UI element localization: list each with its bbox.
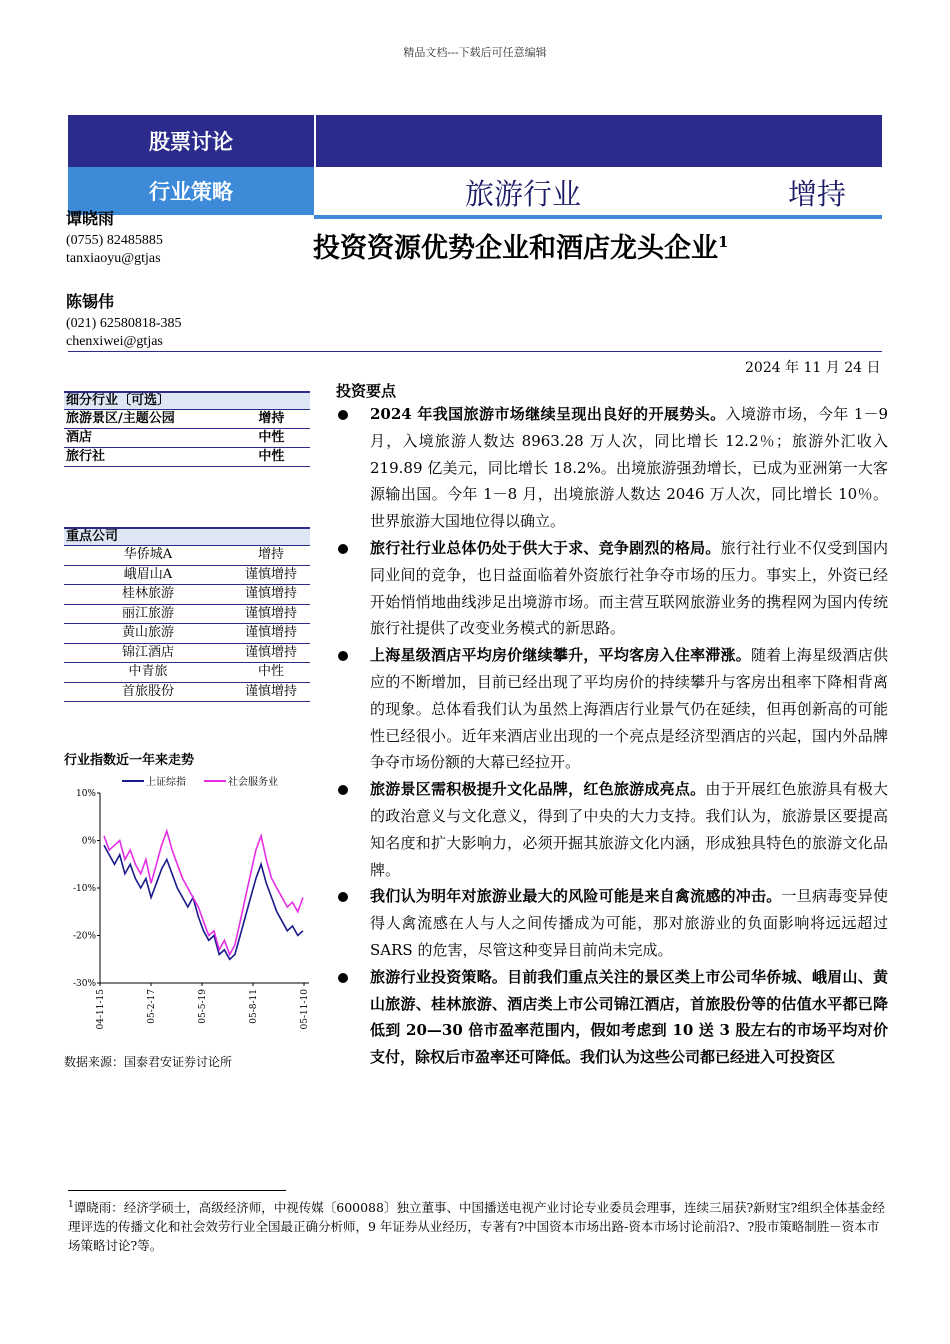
bullet-lead: 上海星级酒店平均房价继续攀升，平均客房入住率滞涨。 xyxy=(370,646,752,665)
bullet-text: 一旦病毒变异使得人禽流感在人与人之间传播成为可能，那对旅游业的负面影响将远远超过 SARS 的危害，尽管这种变异目前尚未完成。 xyxy=(370,887,888,959)
table-row xyxy=(64,683,310,703)
company-name: 华侨城A xyxy=(123,547,173,562)
analyst-1 xyxy=(66,206,163,267)
bullet-text: 入境游市场，今年 1－9 月，入境旅游人数达 8963.28 万人次，同比增长 12.2％；旅游外汇收入 219.89 亿美元，同比增长 18.2%。出境旅游强劲增长，已成为亚洲第一大客源输出国。今年 1－8 月，出境旅游人数达 2046 万人次，同比增长 10％。世界旅游大国地位得以确立。 xyxy=(370,405,888,531)
bullet-icon xyxy=(338,973,348,983)
report-subcategory: 行业策略 xyxy=(68,167,314,215)
legend-label: 上证综指 xyxy=(146,777,186,788)
segment-rating: 增持 xyxy=(258,411,285,426)
company-rating: 谨慎增持 xyxy=(244,644,297,660)
data-source: 数据来源：国泰君安证券讨论所 xyxy=(64,1055,233,1069)
y-tick-label: -10% xyxy=(72,884,96,894)
segment-name: 酒店 xyxy=(66,430,93,445)
analyst-phone: (0755) 82485885 xyxy=(66,233,163,248)
headline-text: 投资资源优势企业和酒店龙头企业 xyxy=(313,233,718,264)
bullet-lead: 旅行社行业总体仍处于供大于求、竞争剧烈的格局。 xyxy=(370,538,721,557)
bullet-text: 随着上海星级酒店供应的不断增加，目前已经出现了平均房价的持续攀升与客房出租率下降相背离的现象。总体看我们认为虽然上海酒店行业景气仍在延续，但再创新高的可能性已经很小。近年来酒店业出现的一个亮点是经济型酒店的兴起，国内外品牌争夺市场份额的大幕已经拉开。 xyxy=(370,646,888,772)
y-tick-label: -20% xyxy=(72,931,96,942)
bullet-text: 旅行社行业不仅受到国内同业间的竞争，也日益面临着外资旅行社争夺市场的压力。事实上，外资已经开始悄悄地曲线涉足出境游市场。而主营互联网旅游业务的携程网为国内传统旅行社提供了改变业务模式的新思路。 xyxy=(370,538,888,638)
x-tick-label: 05-2-17 xyxy=(147,989,157,1024)
company-rating: 谨慎增持 xyxy=(244,566,297,582)
bullet-lead: 旅游景区需积极提升文化品牌，红色旅游成亮点。 xyxy=(370,780,706,799)
analyst-phone: (021) 62580818-385 xyxy=(66,316,182,331)
company-rating: 谨慎增持 xyxy=(244,605,297,621)
table-row xyxy=(64,585,310,605)
series-line-1 xyxy=(104,845,303,959)
table-row xyxy=(64,605,310,625)
company-rating: 增持 xyxy=(257,547,284,562)
segments-table xyxy=(64,391,310,467)
analyst-email[interactable]: chenxiwei@gtjas xyxy=(66,334,163,349)
header-divider xyxy=(314,115,316,215)
bullet-lead: 旅游行业投资策略。目前我们重点关注的景区类上市公司华侨城、峨眉山、黄山旅游、桂林旅游、酒店类上市公司锦江酒店，首旅股份等的估值水平都已降低到 20—30 倍市盈率范围内，假如考虑到 10 送 3 股左右的市场平均对价支付，除权后市盈率还可降低。我们认为这些公司都已经进入可投资区 xyxy=(370,967,888,1067)
index-trend-chart xyxy=(64,768,314,1050)
company-name: 中青旅 xyxy=(128,664,168,679)
report-category: 股票讨论 xyxy=(149,129,233,154)
table-row xyxy=(64,644,310,664)
table-row xyxy=(64,546,310,566)
table-row xyxy=(64,624,310,644)
bullet-icon xyxy=(338,892,348,902)
company-name: 锦江酒店 xyxy=(121,644,174,660)
y-tick-label: 0% xyxy=(81,836,96,847)
analyst-2 xyxy=(66,289,182,350)
table-row xyxy=(64,663,310,683)
footnote-mark: 1 xyxy=(68,1200,74,1210)
list-item xyxy=(336,401,888,535)
x-tick-label: 05-11-10 xyxy=(300,989,310,1030)
list-item xyxy=(336,642,888,776)
legend-label: 社会服务业 xyxy=(228,777,278,788)
section-title: 投资要点 xyxy=(336,382,397,400)
segment-rating: 中性 xyxy=(258,449,285,464)
footnote xyxy=(68,1196,888,1255)
table-row xyxy=(64,448,310,467)
bullet-lead: 2024 年我国旅游市场继续呈现出良好的开展势头。 xyxy=(370,405,726,423)
list-item xyxy=(336,535,888,642)
footnote-rule xyxy=(68,1190,286,1191)
industry-rating: 增持 xyxy=(788,177,847,211)
company-name: 桂林旅游 xyxy=(121,586,174,601)
companies-table-header: 重点公司 xyxy=(64,527,310,546)
bullet-lead: 我们认为明年对旅游业最大的风险可能是来自禽流感的冲击。 xyxy=(370,887,782,906)
segment-rating: 中性 xyxy=(258,430,285,445)
segments-table-header: 细分行业〔可选〕 xyxy=(64,391,310,410)
analyst-name: 陈锡伟 xyxy=(66,292,115,311)
report-date: 2024 年 11 月 24 日 xyxy=(745,360,881,376)
companies-table xyxy=(64,527,310,702)
analyst-name: 谭晓雨 xyxy=(66,209,115,228)
bullet-icon xyxy=(338,651,348,661)
company-rating: 谨慎增持 xyxy=(244,683,297,699)
report-headline xyxy=(313,226,728,265)
table-row xyxy=(64,566,310,586)
bullet-text: 由于开展红色旅游具有极大的政治意义与文化意义，得到了中央的大力支持。我们认为，旅游景区要提高知名度和扩大影响力，必须开掘其旅游文化内涵，形成独具特色的旅游文化品牌。 xyxy=(370,780,888,879)
series-line-2 xyxy=(104,831,303,955)
bullet-icon xyxy=(338,544,348,554)
company-rating: 中性 xyxy=(257,664,284,679)
headline-footnote-mark: 1 xyxy=(718,233,729,251)
company-rating: 谨慎增持 xyxy=(244,625,297,640)
analyst-email[interactable]: tanxiaoyu@gtjas xyxy=(66,251,161,266)
company-name: 峨眉山A xyxy=(123,566,173,582)
table-row xyxy=(64,410,310,429)
industry-title: 旅游行业 xyxy=(465,177,582,211)
x-tick-label: 04-11-15 xyxy=(96,989,106,1030)
company-name: 黄山旅游 xyxy=(121,625,174,640)
company-rating: 谨慎增持 xyxy=(244,586,297,601)
list-item xyxy=(336,964,888,1071)
bullet-icon xyxy=(338,785,348,795)
list-item xyxy=(336,776,888,883)
chart-title: 行业指数近一年来走势 xyxy=(64,753,195,768)
list-item xyxy=(336,883,888,963)
key-points-list xyxy=(336,401,888,1071)
y-tick-label: -30% xyxy=(72,979,96,989)
header-rule xyxy=(314,215,882,219)
top-note: 精品文档---下载后可任意编辑 xyxy=(403,46,547,59)
segment-name: 旅游景区/主题公园 xyxy=(66,411,175,426)
company-name: 丽江旅游 xyxy=(121,605,174,621)
table-row xyxy=(64,429,310,448)
y-tick-label: 10% xyxy=(75,789,96,799)
segment-name: 旅行社 xyxy=(66,449,106,464)
footnote-text: 谭晓雨：经济学硕士，高级经济师，中视传媒〔600088〕独立董事、中国播送电视产业讨论专业委员会理事，连续三届获?新财宝?组织全体基金经理评选的传播文化和社会效劳行业全国最正确分析师，9 年证券从业经历，专著有?中国资本市场出路-资本市场讨论前沿?、?股市策略制胜－资本市场策略讨论?等。 xyxy=(68,1200,885,1254)
x-tick-label: 05-5-19 xyxy=(198,989,208,1024)
bullet-icon xyxy=(338,410,348,420)
company-name: 首旅股份 xyxy=(121,683,174,699)
x-tick-label: 05-8-11 xyxy=(249,989,259,1024)
divider xyxy=(68,351,882,352)
